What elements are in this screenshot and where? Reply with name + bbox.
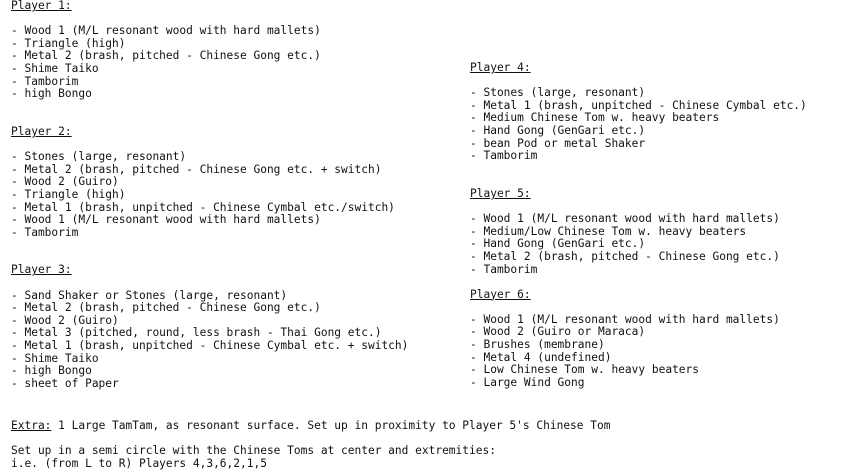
footer-notes bbox=[11, 420, 841, 470]
player-5-item: - Tamborim bbox=[470, 262, 538, 276]
player-1-item: - Shime Taiko bbox=[11, 61, 99, 75]
player-3-item: - Metal 3 (pitched, round, less brash - Thai Gong etc.) bbox=[11, 326, 382, 340]
player-6-item: - Large Wind Gong bbox=[470, 375, 585, 389]
player-5-section bbox=[470, 188, 845, 276]
player-2-item: - Metal 1 (brash, unpitched - Chinese Cymbal etc./switch) bbox=[11, 200, 395, 214]
player-2-item: - Wood 2 (Guiro) bbox=[11, 175, 119, 189]
player-6-item: - Brushes (membrane) bbox=[470, 338, 605, 352]
player-3-item: - Wood 2 (Guiro) bbox=[11, 313, 119, 327]
player-4-item: - Medium Chinese Tom w. heavy beaters bbox=[470, 111, 720, 125]
player-4-item: - Hand Gong (GenGari etc.) bbox=[470, 123, 646, 137]
extra-note bbox=[11, 420, 841, 433]
player-6-item: - Low Chinese Tom w. heavy beaters bbox=[470, 363, 700, 377]
setup-order: i.e. (from L to R) Players 4,3,6,2,1,5 bbox=[11, 456, 267, 470]
player-4-item: - Metal 1 (brash, unpitched - Chinese Cymbal etc.) bbox=[470, 98, 807, 112]
player-5-heading: Player 5: bbox=[470, 186, 531, 200]
player-3-item: - Shime Taiko bbox=[11, 351, 99, 365]
player-4-heading: Player 4: bbox=[470, 61, 531, 74]
player-1-heading: Player 1: bbox=[11, 0, 72, 12]
player-5-item: - Wood 1 (M/L resonant wood with hard mallets) bbox=[470, 212, 780, 226]
player-2-heading: Player 2: bbox=[11, 124, 72, 138]
setup-instruction: Set up in a semi circle with the Chinese Toms at center and extremities: bbox=[11, 444, 496, 458]
player-1-section bbox=[11, 0, 466, 101]
player-3-section bbox=[11, 264, 466, 390]
player-2-item: - Stones (large, resonant) bbox=[11, 150, 187, 164]
player-1-item: - Wood 1 (M/L resonant wood with hard mallets) bbox=[11, 24, 321, 38]
player-4-item: - Tamborim bbox=[470, 149, 538, 163]
player-2-section bbox=[11, 126, 466, 239]
player-4-item: - bean Pod or metal Shaker bbox=[470, 136, 646, 150]
player-2-item: - Tamborim bbox=[11, 225, 79, 239]
player-3-item: - sheet of Paper bbox=[11, 376, 119, 390]
player-2-item: - Triangle (high) bbox=[11, 187, 126, 201]
right-column bbox=[470, 62, 845, 389]
player-6-heading: Player 6: bbox=[470, 287, 531, 301]
player-2-item: - Wood 1 (M/L resonant wood with hard mallets) bbox=[11, 213, 321, 227]
player-1-item: - Tamborim bbox=[11, 74, 79, 88]
extra-label: Extra: bbox=[11, 419, 52, 432]
player-4-section bbox=[470, 62, 845, 163]
player-3-item: - Metal 2 (brash, pitched - Chinese Gong etc.) bbox=[11, 301, 321, 315]
player-5-item: - Medium/Low Chinese Tom w. heavy beaters bbox=[470, 224, 747, 238]
player-1-item: - high Bongo bbox=[11, 87, 92, 101]
player-6-section bbox=[470, 289, 845, 390]
player-1-item: - Metal 2 (brash, pitched - Chinese Gong etc.) bbox=[11, 49, 321, 63]
player-1-item: - Triangle (high) bbox=[11, 36, 126, 50]
player-3-heading: Player 3: bbox=[11, 263, 72, 277]
player-6-item: - Wood 2 (Guiro or Maraca) bbox=[470, 325, 646, 339]
left-column bbox=[11, 0, 466, 390]
player-6-item: - Metal 4 (undefined) bbox=[470, 350, 612, 364]
player-3-item: - Metal 1 (brash, unpitched - Chinese Cymbal etc. + switch) bbox=[11, 339, 409, 353]
player-6-item: - Wood 1 (M/L resonant wood with hard mallets) bbox=[470, 312, 780, 326]
player-3-item: - high Bongo bbox=[11, 364, 92, 378]
extra-text: 1 Large TamTam, as resonant surface. Set up in proximity to Player 5's Chinese Tom bbox=[51, 419, 611, 432]
player-5-item: - Metal 2 (brash, pitched - Chinese Gong etc.) bbox=[470, 249, 780, 263]
player-3-item: - Sand Shaker or Stones (large, resonant) bbox=[11, 288, 288, 302]
player-2-item: - Metal 2 (brash, pitched - Chinese Gong etc. + switch) bbox=[11, 162, 382, 176]
player-4-item: - Stones (large, resonant) bbox=[470, 86, 646, 100]
player-5-item: - Hand Gong (GenGari etc.) bbox=[470, 237, 646, 251]
